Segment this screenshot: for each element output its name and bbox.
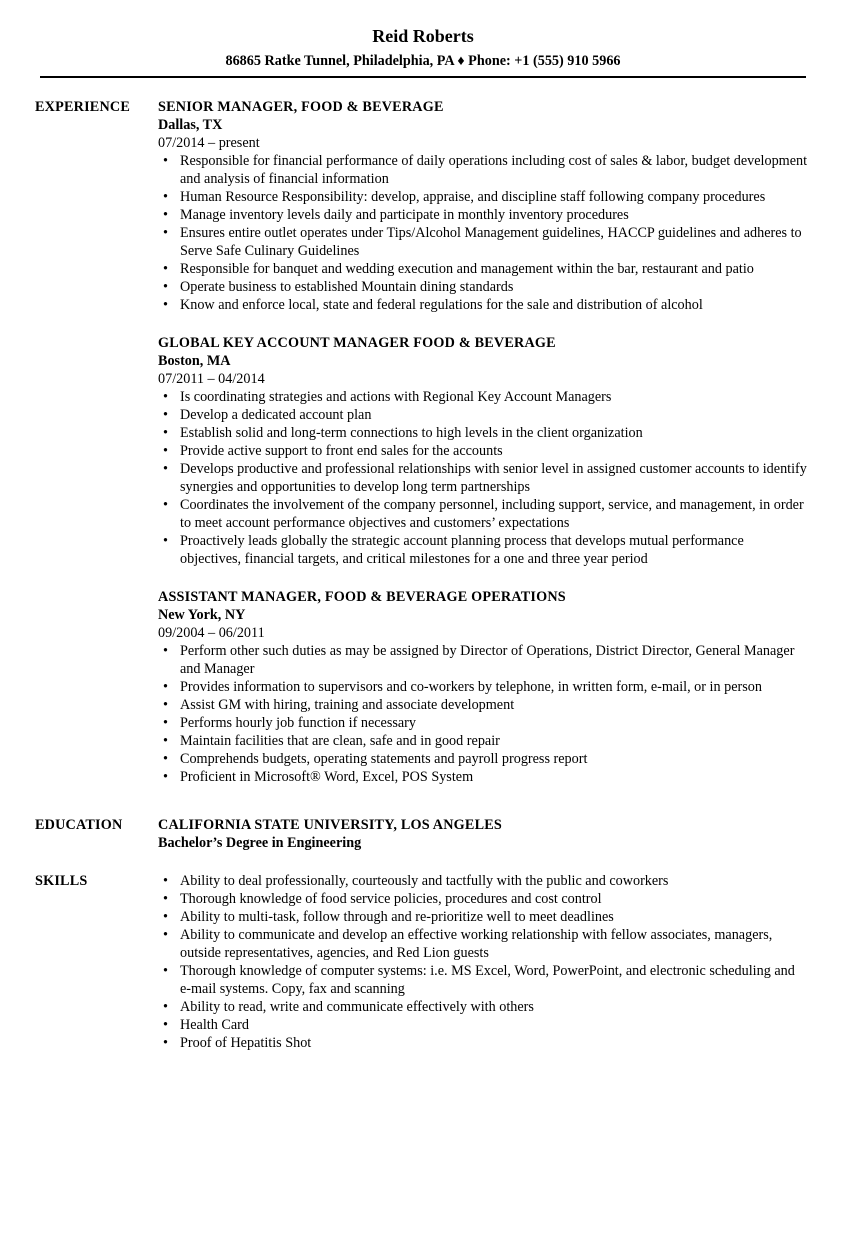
job-dates: 09/2004 – 06/2011 bbox=[158, 625, 265, 641]
job-title: GLOBAL KEY ACCOUNT MANAGER FOOD & BEVERAGE bbox=[158, 335, 556, 351]
education-entry bbox=[158, 816, 808, 852]
job-location: New York, NY bbox=[158, 607, 246, 623]
skills-heading: SKILLS bbox=[35, 873, 88, 889]
job-entry bbox=[158, 588, 808, 786]
bullet-item: • Perform other such duties as may be assigned by Director of Operations, District Director, General Manager and Manager bbox=[158, 642, 808, 678]
skill-item: • Thorough knowledge of computer systems: i.e. MS Excel, Word, PowerPoint, and electronic scheduling and e-mail systems. Copy, fax and scanning bbox=[158, 962, 808, 998]
job-location: Boston, MA bbox=[158, 353, 231, 369]
contact-line: 86865 Ratke Tunnel, Philadelphia, PA ♦ Phone: +1 (555) 910 5966 bbox=[225, 53, 621, 69]
job-entry bbox=[158, 98, 808, 314]
bullet-item: • Maintain facilities that are clean, safe and in good repair bbox=[158, 732, 808, 750]
bullet-item: • Proficient in Microsoft® Word, Excel, POS System bbox=[158, 768, 808, 786]
job-dates: 07/2011 – 04/2014 bbox=[158, 371, 265, 387]
bullet-item: • Assist GM with hiring, training and associate development bbox=[158, 696, 808, 714]
bullet-item: • Provide active support to front end sales for the accounts bbox=[158, 442, 808, 460]
bullet-item: • Ensures entire outlet operates under Tips/Alcohol Management guidelines, HACCP guidelines and adheres to Serve Safe Culinary Guidelines bbox=[158, 224, 808, 260]
job-bullets bbox=[158, 642, 808, 786]
bullet-item: • Know and enforce local, state and federal regulations for the sale and distribution of alcohol bbox=[158, 296, 808, 314]
bullet-item: • Coordinates the involvement of the company personnel, including support, service, and management, in order to meet account performance objectives and customers’ expectations bbox=[158, 496, 808, 532]
school-name: CALIFORNIA STATE UNIVERSITY, LOS ANGELES bbox=[158, 817, 502, 833]
bullet-item: • Operate business to established Mountain dining standards bbox=[158, 278, 808, 296]
resume-header bbox=[40, 22, 806, 70]
bullet-item: • Responsible for banquet and wedding execution and management within the bar, restaurant and patio bbox=[158, 260, 808, 278]
skill-item: • Ability to read, write and communicate effectively with others bbox=[158, 998, 808, 1016]
bullet-item: • Human Resource Responsibility: develop, appraise, and discipline staff following company procedures bbox=[158, 188, 808, 206]
job-entry bbox=[158, 334, 808, 568]
job-location: Dallas, TX bbox=[158, 117, 223, 133]
skills-bullets bbox=[158, 872, 808, 1052]
education-heading: EDUCATION bbox=[35, 817, 123, 833]
skill-item: • Health Card bbox=[158, 1016, 808, 1034]
experience-heading: EXPERIENCE bbox=[35, 99, 131, 115]
degree: Bachelor’s Degree in Engineering bbox=[158, 835, 362, 851]
bullet-item: • Manage inventory levels daily and participate in monthly inventory procedures bbox=[158, 206, 808, 224]
bullet-item: • Performs hourly job function if necessary bbox=[158, 714, 808, 732]
job-bullets bbox=[158, 152, 808, 314]
job-title: ASSISTANT MANAGER, FOOD & BEVERAGE OPERATIONS bbox=[158, 589, 566, 605]
skill-item: • Ability to multi-task, follow through and re-prioritize well to meet deadlines bbox=[158, 908, 808, 926]
bullet-item: • Develops productive and professional relationships with senior level in assigned customer accounts to identify synergies and opportunities to develop long term partnerships bbox=[158, 460, 808, 496]
job-bullets bbox=[158, 388, 808, 568]
job-dates: 07/2014 – present bbox=[158, 135, 260, 151]
job-title: SENIOR MANAGER, FOOD & BEVERAGE bbox=[158, 99, 444, 115]
bullet-item: • Establish solid and long-term connections to high levels in the client organization bbox=[158, 424, 808, 442]
bullet-item: • Comprehends budgets, operating statements and payroll progress report bbox=[158, 750, 808, 768]
skill-item: • Ability to deal professionally, courteously and tactfully with the public and coworkers bbox=[158, 872, 808, 890]
skill-item: • Ability to communicate and develop an effective working relationship with fellow associates, managers, outside representatives, agencies, and Red Lion guests bbox=[158, 926, 808, 962]
bullet-item: • Provides information to supervisors and co-workers by telephone, in written form, e-mail, or in person bbox=[158, 678, 808, 696]
bullet-item: • Develop a dedicated account plan bbox=[158, 406, 808, 424]
skills-list bbox=[158, 872, 808, 1052]
candidate-name: Reid Roberts bbox=[372, 26, 474, 46]
experience-list bbox=[158, 98, 808, 806]
bullet-item: • Is coordinating strategies and actions with Regional Key Account Managers bbox=[158, 388, 808, 406]
bullet-item: • Responsible for financial performance of daily operations including cost of sales & labor, budget development and analysis of financial information bbox=[158, 152, 808, 188]
skill-item: • Thorough knowledge of food service policies, procedures and cost control bbox=[158, 890, 808, 908]
bullet-item: • Proactively leads globally the strategic account planning process that develops mutual performance objectives, financial targets, and critical milestones for a one and three year period bbox=[158, 532, 808, 568]
skill-item: • Proof of Hepatitis Shot bbox=[158, 1034, 808, 1052]
header-divider bbox=[40, 76, 806, 78]
